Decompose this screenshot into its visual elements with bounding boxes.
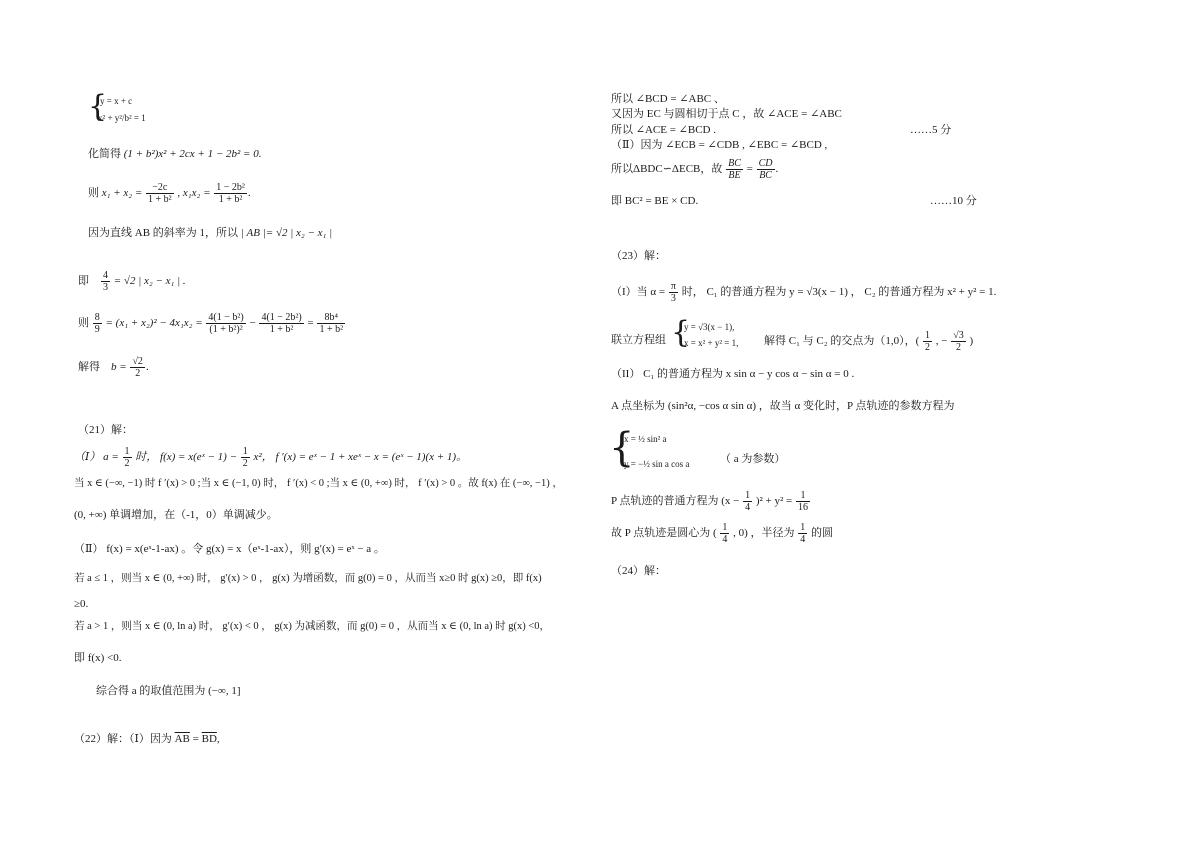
vieta-line: 则 x₁ + x₂ = $\frac{-2c}{\text{1 + b²}}$ , x₁x₂ = $\frac{\text{1 − 2b²}}{\text{1 + b²}}$ . bbox=[88, 182, 251, 205]
q21-part1-line3: (0, +∞) 单调增加，在（-1，0）单调减少。 bbox=[74, 509, 278, 521]
q23-param-eq1: x = ½ sin² a bbox=[624, 434, 667, 444]
simplify-line: 化简得 (1 + b²)x² + 2cx + 1 − 2b² = 0. bbox=[88, 148, 262, 160]
q21-conclusion: 综合得 a 的取值范围为 (−∞, 1] bbox=[96, 685, 241, 697]
ze-line: 则 $\frac{8}{9}$ = (x₁ + x₂)² − 4x₁x₂ = $\frac{\text{4(1 − b²)}}{\text{(1 + b²)²}}$ − $\frac{\text{4(1 − 2b²)}}{\text{1 + b²}}$ = $\frac{\text{8b⁴}}{\text{1 + b²}}$ bbox=[78, 312, 344, 335]
q21-part2-line1: （Ⅱ） f(x) = x(eˣ-1-ax) 。令 g(x) = x（eˣ-1-ax），则 g′(x) = eˣ − a 。 bbox=[74, 543, 385, 555]
q23-system-eq2: x = x² + y² = 1, bbox=[684, 338, 739, 348]
q23-param-brace: { bbox=[609, 425, 635, 471]
q22-line5: 所以ΔBDC∽ΔECB，故 $\frac{BC}{BE}$ = $\frac{CD}{BC}$ . bbox=[611, 158, 779, 181]
q23-line6: P 点轨迹的普通方程为 (x − $\frac{1}{4}$ )² + y² = $\frac{1}{16}$ bbox=[611, 490, 808, 513]
system-eq-2: x² + y²/b² = 1 bbox=[98, 113, 146, 123]
q22-line1: 所以 ∠BCD = ∠ABC 、 bbox=[611, 93, 725, 105]
q21-part1-line1: （Ⅰ） a = $\frac{1}{2}$ 时， f(x) = x(eˣ − 1) − $\frac{1}{2}$ x²， f ′(x) = eˣ − 1 + xeˣ − x = (eˣ − 1)(x + 1)。 bbox=[74, 446, 468, 469]
q21-part2-line2: 若 a ≤ 1 ，则当 x ∈ (0, +∞) 时， g′(x) > 0 ， g(x) 为增函数，而 g(0) = 0 ，从而当 x≥0 时 g(x) ≥0，即 f(x) bbox=[74, 573, 542, 584]
q23-line3: （II） C₁ 的普通方程为 x sin α − y cos α − sin α = 0 . bbox=[611, 368, 855, 380]
q21-part2-line5: 即 f(x) <0. bbox=[74, 652, 122, 664]
q21-part2-line3: ≥0. bbox=[74, 598, 89, 610]
q22-line6: 即 BC² = BE × CD. bbox=[611, 195, 699, 207]
q22-heading: （22）解：（Ⅰ）因为 $\overline{AB} = \overline{BD}$, bbox=[74, 733, 220, 745]
q23-intersection: 解得 C₁ 与 C₂ 的交点为（1,0），( $\frac{1}{2}$ , − $\frac{√3}{2}$ ) bbox=[764, 330, 974, 353]
q22-score-10: ……10 分 bbox=[930, 195, 977, 207]
solve-line: 解得 b = $\frac{√2}{2}$ . bbox=[78, 356, 149, 379]
slope-line: 因为直线 AB 的斜率为 1，所以 | AB |= √2 | x₂ − x₁ | bbox=[88, 227, 333, 239]
q23-line7: 故 P 点轨迹是圆心为 ( $\frac{1}{4}$ , 0) ，半径为 $\frac{1}{4}$ 的圆 bbox=[611, 522, 834, 545]
q23-heading: （23）解： bbox=[611, 250, 666, 262]
ji-line: 即 $\frac{4}{3}$ = √2 | x₂ − x₁ | . bbox=[78, 270, 186, 293]
q23-line1: （I）当 α = $\frac{\pi}{3}$ 时， C₁ 的普通方程为 y = √3(x − 1) ， C₂ 的普通方程为 x² + y² = 1. bbox=[611, 281, 997, 304]
q23-param-note: （ a 为参数） bbox=[720, 453, 786, 465]
q23-system-eq1: y = √3(x − 1), bbox=[684, 322, 735, 332]
q22-score-5: ……5 分 bbox=[910, 124, 952, 136]
q23-system-prefix: 联立方程组 bbox=[611, 334, 666, 346]
q21-part2-line4: 若 a > 1 ，则当 x ∈ (0, ln a) 时， g′(x) < 0 ， g(x) 为减函数，而 g(0) = 0 ，从而当 x ∈ (0, ln a) 时 g(x) <0， bbox=[74, 621, 551, 632]
system-eq-1: y = x + c bbox=[100, 96, 133, 106]
q22-line2: 又因为 EC 与圆相切于点 C ，故 ∠ACE = ∠ABC bbox=[611, 108, 842, 120]
q24-heading: （24）解： bbox=[611, 565, 666, 577]
q22-line4: （Ⅱ）因为 ∠ECB = ∠CDB , ∠EBC = ∠BCD , bbox=[611, 139, 828, 151]
q23-system-brace: { bbox=[671, 315, 691, 350]
q21-heading: （21）解： bbox=[78, 424, 133, 436]
system-brace: { bbox=[88, 89, 108, 124]
q21-part1-line2: 当 x ∈ (−∞, −1) 时 f ′(x) > 0 ;当 x ∈ (−1, 0) 时， f ′(x) < 0 ;当 x ∈ (0, +∞) 时， f ′(x) > 0 。故 f(x) 在 (−∞, −1) ， bbox=[74, 478, 563, 489]
q23-param-eq2: y = −½ sin a cos a bbox=[624, 459, 690, 469]
q22-line3: 所以 ∠ACE = ∠BCD . bbox=[611, 124, 717, 136]
q23-line4: A 点坐标为 (sin²α, −cos α sin α) ，故当 α 变化时，P 点轨迹的参数方程为 bbox=[611, 400, 955, 412]
